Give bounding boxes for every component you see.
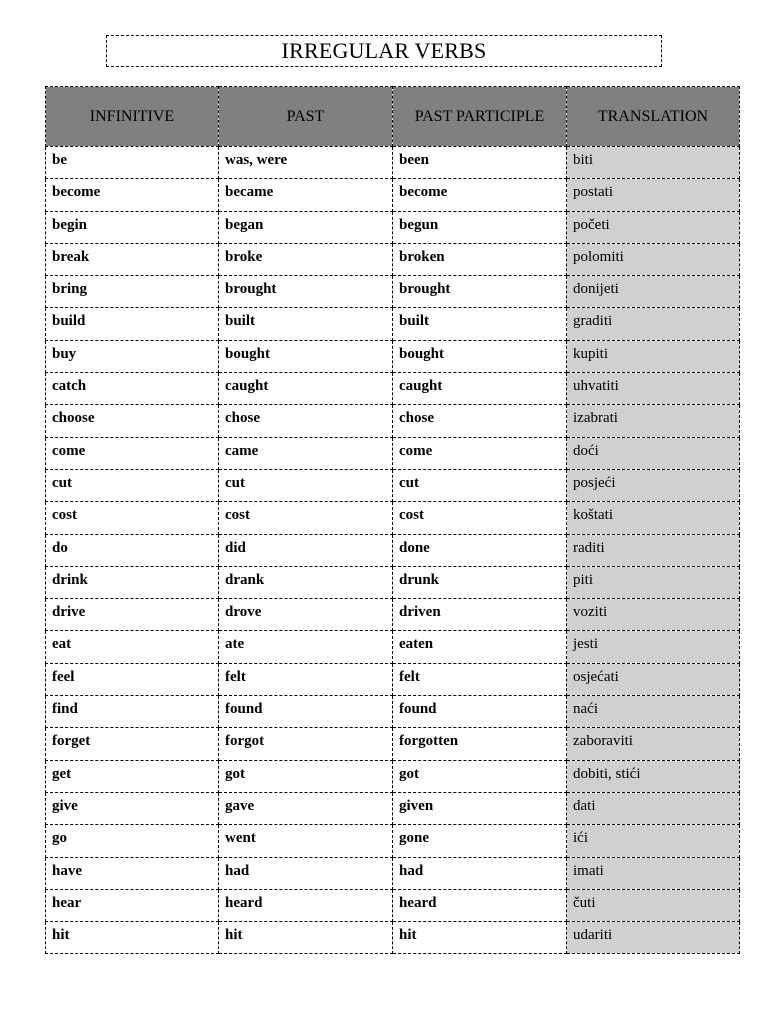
cell-infinitive: have: [46, 857, 219, 889]
cell-translation: jesti: [567, 631, 740, 663]
cell-translation: postati: [567, 179, 740, 211]
cell-infinitive: give: [46, 792, 219, 824]
header-past: PAST: [219, 87, 393, 147]
cell-past: cut: [219, 469, 393, 501]
cell-past: became: [219, 179, 393, 211]
table-body: [46, 147, 740, 954]
cell-infinitive: cut: [46, 469, 219, 501]
cell-past: caught: [219, 373, 393, 405]
cell-infinitive: go: [46, 825, 219, 857]
cell-infinitive: drink: [46, 566, 219, 598]
table-row: [46, 147, 740, 179]
cell-past: bought: [219, 340, 393, 372]
cell-past-participle: given: [393, 792, 567, 824]
table-row: [46, 211, 740, 243]
cell-past: was, were: [219, 147, 393, 179]
cell-infinitive: feel: [46, 663, 219, 695]
cell-past-participle: broken: [393, 243, 567, 275]
cell-translation: piti: [567, 566, 740, 598]
cell-past-participle: begun: [393, 211, 567, 243]
table-row: [46, 857, 740, 889]
table-row: [46, 308, 740, 340]
table-row: [46, 405, 740, 437]
cell-past-participle: drunk: [393, 566, 567, 598]
table-row: [46, 889, 740, 921]
table-row: [46, 728, 740, 760]
table-row: [46, 631, 740, 663]
cell-translation: dobiti, stići: [567, 760, 740, 792]
cell-past: forgot: [219, 728, 393, 760]
cell-past-participle: driven: [393, 599, 567, 631]
cell-past-participle: bought: [393, 340, 567, 372]
cell-past-participle: cut: [393, 469, 567, 501]
cell-infinitive: hit: [46, 922, 219, 954]
cell-past: had: [219, 857, 393, 889]
cell-translation: zaboraviti: [567, 728, 740, 760]
cell-translation: koštati: [567, 502, 740, 534]
cell-past-participle: got: [393, 760, 567, 792]
cell-translation: kupiti: [567, 340, 740, 372]
cell-past-participle: hit: [393, 922, 567, 954]
cell-infinitive: be: [46, 147, 219, 179]
cell-translation: polomiti: [567, 243, 740, 275]
cell-past: went: [219, 825, 393, 857]
cell-translation: voziti: [567, 599, 740, 631]
cell-past-participle: cost: [393, 502, 567, 534]
cell-translation: početi: [567, 211, 740, 243]
cell-past-participle: brought: [393, 276, 567, 308]
cell-past: did: [219, 534, 393, 566]
header-infinitive: INFINITIVE: [46, 87, 219, 147]
cell-past-participle: gone: [393, 825, 567, 857]
table-row: [46, 696, 740, 728]
cell-past-participle: eaten: [393, 631, 567, 663]
cell-past: broke: [219, 243, 393, 275]
cell-past: drank: [219, 566, 393, 598]
cell-infinitive: come: [46, 437, 219, 469]
cell-past-participle: been: [393, 147, 567, 179]
cell-translation: osjećati: [567, 663, 740, 695]
cell-infinitive: break: [46, 243, 219, 275]
cell-past-participle: become: [393, 179, 567, 211]
cell-translation: uhvatiti: [567, 373, 740, 405]
cell-infinitive: do: [46, 534, 219, 566]
cell-translation: biti: [567, 147, 740, 179]
header-past-participle: PAST PARTICIPLE: [393, 87, 567, 147]
cell-past-participle: felt: [393, 663, 567, 695]
cell-translation: graditi: [567, 308, 740, 340]
cell-past: gave: [219, 792, 393, 824]
cell-past-participle: built: [393, 308, 567, 340]
table-row: [46, 243, 740, 275]
cell-past-participle: found: [393, 696, 567, 728]
cell-translation: donijeti: [567, 276, 740, 308]
cell-past-participle: done: [393, 534, 567, 566]
cell-infinitive: drive: [46, 599, 219, 631]
cell-past: came: [219, 437, 393, 469]
cell-infinitive: choose: [46, 405, 219, 437]
cell-translation: udariti: [567, 922, 740, 954]
cell-past: drove: [219, 599, 393, 631]
cell-translation: doći: [567, 437, 740, 469]
cell-infinitive: forget: [46, 728, 219, 760]
cell-past: began: [219, 211, 393, 243]
cell-translation: ići: [567, 825, 740, 857]
cell-past-participle: come: [393, 437, 567, 469]
cell-past-participle: chose: [393, 405, 567, 437]
header-translation: TRANSLATION: [567, 87, 740, 147]
cell-infinitive: hear: [46, 889, 219, 921]
cell-past-participle: heard: [393, 889, 567, 921]
irregular-verbs-table: [45, 86, 740, 954]
table-row: [46, 663, 740, 695]
cell-past: ate: [219, 631, 393, 663]
table-row: [46, 469, 740, 501]
table-row: [46, 373, 740, 405]
cell-past: cost: [219, 502, 393, 534]
table-row: [46, 276, 740, 308]
cell-infinitive: get: [46, 760, 219, 792]
table-row: [46, 922, 740, 954]
cell-past-participle: forgotten: [393, 728, 567, 760]
table-row: [46, 760, 740, 792]
cell-translation: dati: [567, 792, 740, 824]
cell-infinitive: cost: [46, 502, 219, 534]
table-row: [46, 825, 740, 857]
cell-past: brought: [219, 276, 393, 308]
cell-infinitive: find: [46, 696, 219, 728]
cell-past: felt: [219, 663, 393, 695]
cell-translation: čuti: [567, 889, 740, 921]
table-row: [46, 179, 740, 211]
cell-past: heard: [219, 889, 393, 921]
table-row: [46, 534, 740, 566]
table-row: [46, 340, 740, 372]
cell-infinitive: begin: [46, 211, 219, 243]
cell-translation: izabrati: [567, 405, 740, 437]
cell-past: found: [219, 696, 393, 728]
cell-translation: raditi: [567, 534, 740, 566]
table-row: [46, 792, 740, 824]
cell-infinitive: become: [46, 179, 219, 211]
cell-past: hit: [219, 922, 393, 954]
cell-past-participle: had: [393, 857, 567, 889]
page-title: IRREGULAR VERBS: [106, 35, 662, 67]
cell-translation: imati: [567, 857, 740, 889]
cell-past-participle: caught: [393, 373, 567, 405]
cell-infinitive: build: [46, 308, 219, 340]
table-row: [46, 599, 740, 631]
cell-past: chose: [219, 405, 393, 437]
table-row: [46, 566, 740, 598]
cell-past: got: [219, 760, 393, 792]
cell-infinitive: catch: [46, 373, 219, 405]
table-row: [46, 502, 740, 534]
cell-translation: naći: [567, 696, 740, 728]
cell-infinitive: eat: [46, 631, 219, 663]
cell-translation: posjeći: [567, 469, 740, 501]
cell-infinitive: bring: [46, 276, 219, 308]
table-row: [46, 437, 740, 469]
cell-past: built: [219, 308, 393, 340]
cell-infinitive: buy: [46, 340, 219, 372]
table-header-row: [46, 87, 740, 147]
